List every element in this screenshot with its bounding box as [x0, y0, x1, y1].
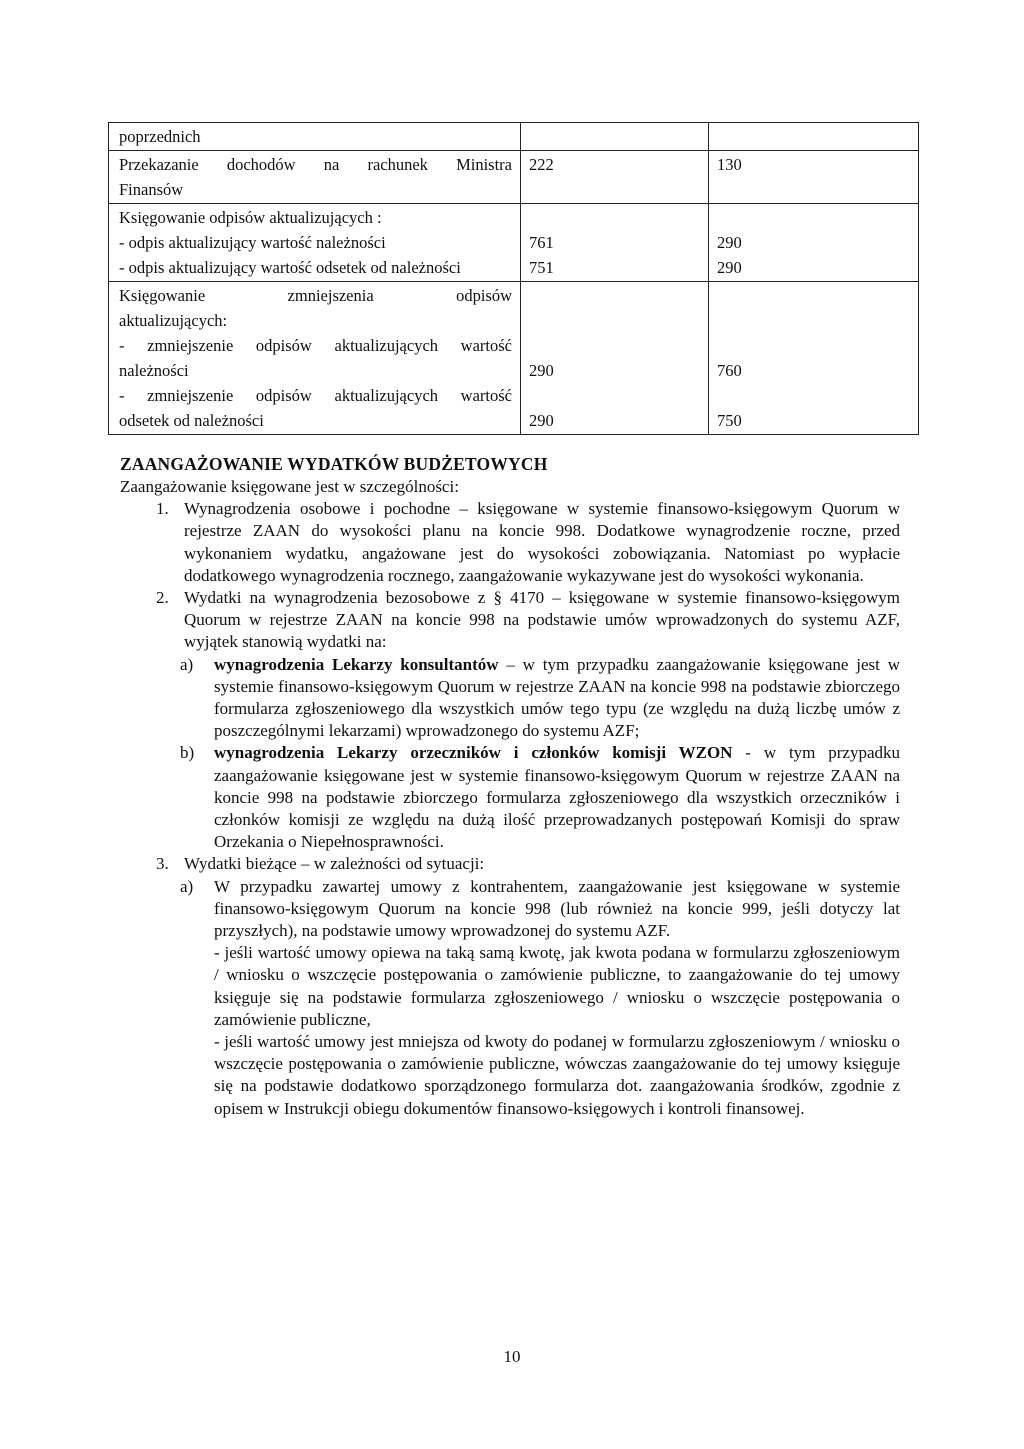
sub-bold-text: wynagrodzenia Lekarzy konsultantów	[214, 654, 499, 674]
section-heading: ZAANGAŻOWANIE WYDATKÓW BUDŻETOWYCH	[120, 454, 548, 474]
sub-text: - w tym przypadku zaangażowanie księgowane jest w systemie finansowo-księgowym Quorum w rejestrze ZAAN na koncie 998 na podstawie zbiorczego formularza zgłoszeniowego dla wszystkich orzeczników i członków komisji ze względu na dużą ilość przeprowadzanych postępowań Komisji do spraw Orzekania o Niepełnosprawności.	[214, 743, 900, 852]
cell-text: Przekazanie dochodów na rachunek Ministra	[119, 155, 512, 174]
sub-item	[120, 742, 900, 853]
list-text: Wydatki na wynagrodzenia bezosobowe z § 4170 – księgowane w systemie finansowo-księgowym Quorum w rejestrze ZAAN na koncie 998 na podstawie umów wprowadzonych do systemu AZF, wyjątek stanowią wydatki na:	[184, 588, 900, 652]
sub-label: a)	[180, 876, 194, 896]
sub-text: – w tym przypadku zaangażowanie księgowane jest w systemie finansowo-księgowym Quorum w rejestrze ZAAN na koncie 998 na podstawie zbiorczego formularza zgłoszeniowego dla wszystkich umów tego typu (ze względu na dużą liczbę umów z poszczególnymi lekarzami) wprowadzonego do systemu AZF;	[214, 654, 900, 741]
list-item	[120, 587, 900, 654]
page-number: 10	[503, 1347, 521, 1366]
table-cell-credit	[709, 123, 919, 151]
sub-label: a)	[180, 654, 194, 674]
accounting-table	[108, 122, 919, 435]
table-cell-description: Księgowanie odpisów aktualizujących : - odpis aktualizujący wartość należności - odpis aktualizujący wartość odsetek od należności	[109, 204, 521, 282]
table-cell-debit	[521, 123, 709, 151]
table-row	[109, 204, 919, 282]
sub-paragraph: - jeśli wartość umowy jest mniejsza od kwoty do podanej w formularzu zgłoszeniowym / wniosku o wszczęcie postępowania o zamówienie publiczne, wówczas zaangażowanie do tej umowy księguje się na podstawie dodatkowo sporządzonego formularza dot. zaangażowania środków, zgodnie z opisem w Instrukcji obiegu dokumentów finansowo-księgowych i kontroli finansowej.	[214, 1032, 900, 1118]
sub-text: W przypadku zawartej umowy z kontrahentem, zaangażowanie jest księgowane w systemie finansowo-księgowym Quorum na koncie 998 (lub również na koncie 999, jeśli dotyczy lat przyszłych), na podstawie umowy wprowadzonej do systemu AZF.	[214, 876, 900, 941]
table-row	[109, 123, 919, 151]
table-cell-debit: 222	[521, 151, 709, 204]
table-cell-credit: 130	[709, 151, 919, 204]
list-text: Wynagrodzenia osobowe i pochodne – księgowane w systemie finansowo-księgowym Quorum w rejestrze ZAAN do wysokości planu na koncie 998. Dodatkowe wynagrodzenie roczne, przed wykonaniem wydatku, angażowane jest do wysokości zobowiązania. Natomiast po wypłacie dodatkowego wynagrodzenia rocznego, zaangażowanie wykazywane jest do wysokości wykonania.	[184, 499, 900, 585]
sub-item	[120, 876, 900, 943]
sub-label: b)	[180, 743, 195, 763]
table-cell-credit: 760 750	[709, 282, 919, 435]
table-cell-debit: 290 290	[521, 282, 709, 435]
table-cell-credit: 290 290	[709, 204, 919, 282]
sub-item	[120, 654, 900, 743]
list-item	[120, 498, 900, 587]
section-intro: Zaangażowanie księgowane jest w szczególności:	[120, 477, 459, 496]
table-cell-description: Księgowanie zmniejszenia odpisów aktualizujących: - zmniejszenie odpisów aktualizujących wartość należności - zmniejszenie odpisów aktualizujących wartość odsetek od należności	[109, 282, 521, 435]
list-number: 3.	[156, 854, 169, 874]
commitment-section	[120, 452, 900, 1120]
list-number: 2.	[156, 588, 169, 608]
sub-bold-text: wynagrodzenia Lekarzy orzeczników i członków komisji WZON	[214, 743, 733, 763]
table-row	[109, 282, 919, 435]
list-item	[120, 853, 900, 875]
sub-paragraph: - jeśli wartość umowy opiewa na taką samą kwotę, jak kwota podana w formularzu zgłoszeniowym / wniosku o wszczęcie postępowania o zamówienie publiczne, to zaangażowanie do tej umowy księguje się na podstawie formularza zgłoszeniowego / wniosku o wszczęcie postępowania o zamówienie publiczne,	[214, 943, 900, 1029]
list-text: Wydatki bieżące – w zależności od sytuacji:	[184, 854, 485, 874]
table-row	[109, 151, 919, 204]
justified-line	[119, 152, 512, 177]
table-cell-description: Przekazanie dochodów na rachunek Ministra Finansów	[109, 151, 521, 204]
list-number: 1.	[156, 499, 169, 519]
table-cell-description: poprzednich	[109, 123, 521, 151]
table-cell-debit: 761 751	[521, 204, 709, 282]
